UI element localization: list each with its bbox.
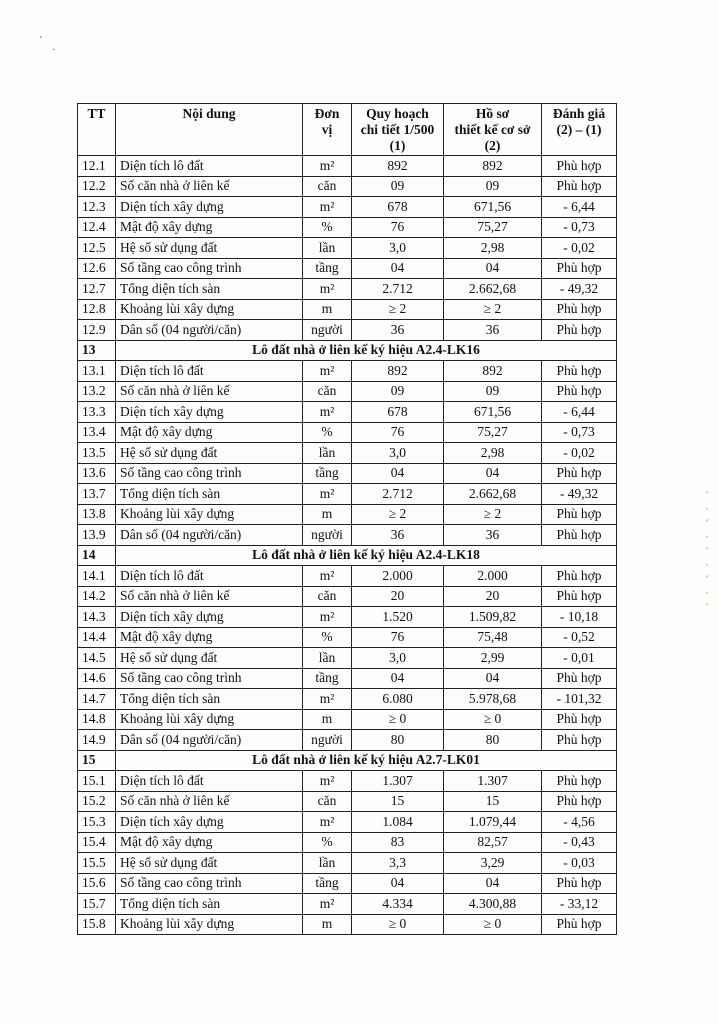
table-row: [78, 607, 617, 628]
row-evaluation: - 6,44: [542, 197, 617, 218]
section-number: 14: [78, 545, 116, 566]
row-number: 15.8: [78, 914, 116, 935]
row-design-value: 04: [444, 463, 542, 484]
row-content: Hệ số sử dụng đất: [116, 853, 303, 874]
row-evaluation: - 49,32: [542, 484, 617, 505]
row-evaluation: Phù hợp: [542, 504, 617, 525]
row-plan-value: 36: [352, 320, 444, 341]
row-design-value: 2,99: [444, 648, 542, 669]
row-design-value: 2.662,68: [444, 484, 542, 505]
table-row: [78, 156, 617, 177]
row-design-value: 892: [444, 156, 542, 177]
row-design-value: 892: [444, 361, 542, 382]
row-content: Số căn nhà ở liên kế: [116, 176, 303, 197]
row-design-value: 04: [444, 873, 542, 894]
row-evaluation: Phù hợp: [542, 176, 617, 197]
row-number: 13.4: [78, 422, 116, 443]
row-content: Tổng diện tích sàn: [116, 689, 303, 710]
row-number: 14.1: [78, 566, 116, 587]
section-title: Lô đất nhà ở liên kế ký hiệu A2.7-LK01: [116, 750, 617, 771]
row-number: 12.4: [78, 217, 116, 238]
row-evaluation: Phù hợp: [542, 361, 617, 382]
row-evaluation: Phù hợp: [542, 463, 617, 484]
row-plan-value: 80: [352, 730, 444, 751]
row-plan-value: 2.000: [352, 566, 444, 587]
row-design-value: 75,48: [444, 627, 542, 648]
table-row: [78, 648, 617, 669]
header-don-vi: Đơn vị: [303, 104, 352, 156]
row-evaluation: - 0,03: [542, 853, 617, 874]
row-number: 14.4: [78, 627, 116, 648]
row-content: Diện tích xây dựng: [116, 812, 303, 833]
row-plan-value: 76: [352, 217, 444, 238]
row-design-value: 2,98: [444, 443, 542, 464]
row-number: 15.7: [78, 894, 116, 915]
row-design-value: 2,98: [444, 238, 542, 259]
row-plan-value: 09: [352, 176, 444, 197]
row-number: 14.8: [78, 709, 116, 730]
row-unit: m²: [303, 607, 352, 628]
row-unit: m: [303, 504, 352, 525]
row-unit: m²: [303, 402, 352, 423]
row-design-value: 04: [444, 668, 542, 689]
row-number: 13.8: [78, 504, 116, 525]
table-row: [78, 525, 617, 546]
row-unit: căn: [303, 381, 352, 402]
table-row: [78, 443, 617, 464]
row-evaluation: - 33,12: [542, 894, 617, 915]
section-number: 15: [78, 750, 116, 771]
row-design-value: 80: [444, 730, 542, 751]
table-row: [78, 914, 617, 935]
row-evaluation: Phù hợp: [542, 873, 617, 894]
row-number: 14.9: [78, 730, 116, 751]
row-content: Khoảng lùi xây dựng: [116, 504, 303, 525]
row-evaluation: - 0,43: [542, 832, 617, 853]
row-plan-value: 2.712: [352, 484, 444, 505]
row-content: Tổng diện tích sàn: [116, 484, 303, 505]
row-number: 15.5: [78, 853, 116, 874]
row-unit: m²: [303, 361, 352, 382]
row-design-value: 2.662,68: [444, 279, 542, 300]
row-evaluation: - 0,01: [542, 648, 617, 669]
row-number: 14.5: [78, 648, 116, 669]
row-unit: tầng: [303, 463, 352, 484]
row-evaluation: - 0,73: [542, 422, 617, 443]
row-evaluation: Phù hợp: [542, 791, 617, 812]
row-design-value: 3,29: [444, 853, 542, 874]
row-evaluation: Phù hợp: [542, 586, 617, 607]
row-content: Dân số (04 người/căn): [116, 730, 303, 751]
row-plan-value: 3,0: [352, 443, 444, 464]
row-design-value: 36: [444, 320, 542, 341]
row-content: Số tầng cao công trình: [116, 258, 303, 279]
row-content: Diện tích lô đất: [116, 566, 303, 587]
row-unit: m: [303, 914, 352, 935]
row-plan-value: 04: [352, 463, 444, 484]
row-plan-value: 1.520: [352, 607, 444, 628]
row-evaluation: Phù hợp: [542, 709, 617, 730]
row-number: 15.3: [78, 812, 116, 833]
row-content: Số căn nhà ở liên kế: [116, 586, 303, 607]
row-content: Tổng diện tích sàn: [116, 279, 303, 300]
table-row: [78, 320, 617, 341]
row-content: Tổng diện tích sàn: [116, 894, 303, 915]
row-unit: %: [303, 627, 352, 648]
section-row: [78, 545, 617, 566]
table-header-row: [78, 104, 617, 156]
row-content: Dân số (04 người/căn): [116, 320, 303, 341]
row-number: 12.6: [78, 258, 116, 279]
row-design-value: 1.307: [444, 771, 542, 792]
row-plan-value: 04: [352, 873, 444, 894]
table-row: [78, 873, 617, 894]
row-evaluation: Phù hợp: [542, 566, 617, 587]
row-unit: người: [303, 320, 352, 341]
table-row: [78, 361, 617, 382]
row-number: 13.9: [78, 525, 116, 546]
table-row: [78, 176, 617, 197]
scan-speck: ': [40, 35, 42, 46]
row-design-value: 4.300,88: [444, 894, 542, 915]
row-unit: người: [303, 525, 352, 546]
row-unit: m²: [303, 894, 352, 915]
row-content: Số tầng cao công trình: [116, 463, 303, 484]
row-plan-value: 04: [352, 258, 444, 279]
row-design-value: 5.978,68: [444, 689, 542, 710]
row-plan-value: ≥ 0: [352, 914, 444, 935]
row-evaluation: - 10,18: [542, 607, 617, 628]
section-title: Lô đất nhà ở liên kế ký hiệu A2.4-LK18: [116, 545, 617, 566]
row-content: Diện tích lô đất: [116, 361, 303, 382]
table-row: [78, 566, 617, 587]
row-design-value: 20: [444, 586, 542, 607]
row-number: 12.7: [78, 279, 116, 300]
row-design-value: 1.079,44: [444, 812, 542, 833]
row-number: 12.3: [78, 197, 116, 218]
row-design-value: ≥ 2: [444, 299, 542, 320]
row-plan-value: 09: [352, 381, 444, 402]
row-design-value: 15: [444, 791, 542, 812]
table-row: [78, 627, 617, 648]
row-design-value: ≥ 2: [444, 504, 542, 525]
row-plan-value: 678: [352, 197, 444, 218]
row-evaluation: Phù hợp: [542, 771, 617, 792]
row-design-value: 09: [444, 176, 542, 197]
table-row: [78, 217, 617, 238]
row-number: 15.1: [78, 771, 116, 792]
table-row: [78, 771, 617, 792]
row-unit: m²: [303, 279, 352, 300]
row-unit: m: [303, 299, 352, 320]
row-design-value: 04: [444, 258, 542, 279]
row-unit: %: [303, 217, 352, 238]
table-row: [78, 197, 617, 218]
row-content: Số tầng cao công trình: [116, 668, 303, 689]
row-plan-value: 83: [352, 832, 444, 853]
section-row: [78, 340, 617, 361]
row-plan-value: 678: [352, 402, 444, 423]
header-tt: TT: [78, 104, 116, 156]
margin-stamp-mark: ' · ' · ' · ' · ': [705, 490, 709, 612]
row-evaluation: Phù hợp: [542, 525, 617, 546]
row-design-value: 36: [444, 525, 542, 546]
row-number: 12.5: [78, 238, 116, 259]
row-number: 13.3: [78, 402, 116, 423]
row-plan-value: 6.080: [352, 689, 444, 710]
row-number: 15.6: [78, 873, 116, 894]
row-plan-value: 15: [352, 791, 444, 812]
row-evaluation: - 0,02: [542, 443, 617, 464]
row-number: 15.2: [78, 791, 116, 812]
table-body: [78, 156, 617, 935]
row-evaluation: - 0,52: [542, 627, 617, 648]
row-plan-value: 3,3: [352, 853, 444, 874]
row-plan-value: 36: [352, 525, 444, 546]
scan-speck: ·: [52, 45, 56, 56]
row-content: Mật độ xây dựng: [116, 832, 303, 853]
table-row: [78, 709, 617, 730]
row-content: Diện tích lô đất: [116, 771, 303, 792]
row-design-value: 671,56: [444, 402, 542, 423]
table-row: [78, 402, 617, 423]
row-design-value: 1.509,82: [444, 607, 542, 628]
row-content: Mật độ xây dựng: [116, 627, 303, 648]
table-row: [78, 504, 617, 525]
row-plan-value: 76: [352, 627, 444, 648]
row-plan-value: ≥ 2: [352, 504, 444, 525]
row-plan-value: 04: [352, 668, 444, 689]
row-evaluation: Phù hợp: [542, 914, 617, 935]
row-unit: m²: [303, 771, 352, 792]
row-unit: m²: [303, 566, 352, 587]
row-content: Diện tích lô đất: [116, 156, 303, 177]
table-row: [78, 689, 617, 710]
section-title: Lô đất nhà ở liên kế ký hiệu A2.4-LK16: [116, 340, 617, 361]
row-number: 14.7: [78, 689, 116, 710]
row-design-value: 2.000: [444, 566, 542, 587]
row-evaluation: - 0,02: [542, 238, 617, 259]
row-unit: m: [303, 709, 352, 730]
header-danh-gia: Đánh giá (2) – (1): [542, 104, 617, 156]
table-row: [78, 586, 617, 607]
row-plan-value: 892: [352, 156, 444, 177]
row-number: 14.2: [78, 586, 116, 607]
row-unit: %: [303, 422, 352, 443]
row-number: 13.5: [78, 443, 116, 464]
row-plan-value: ≥ 2: [352, 299, 444, 320]
row-unit: lần: [303, 853, 352, 874]
row-design-value: ≥ 0: [444, 914, 542, 935]
header-noi-dung: Nội dung: [116, 104, 303, 156]
table-row: [78, 812, 617, 833]
table-row: [78, 730, 617, 751]
row-unit: căn: [303, 791, 352, 812]
row-unit: tầng: [303, 668, 352, 689]
row-content: Diện tích xây dựng: [116, 402, 303, 423]
row-plan-value: 1.307: [352, 771, 444, 792]
row-unit: m²: [303, 484, 352, 505]
row-content: Số căn nhà ở liên kế: [116, 381, 303, 402]
row-content: Hệ số sử dụng đất: [116, 443, 303, 464]
table-row: [78, 279, 617, 300]
row-content: Mật độ xây dựng: [116, 217, 303, 238]
row-design-value: 09: [444, 381, 542, 402]
evaluation-table: [77, 103, 617, 935]
row-content: Khoảng lùi xây dựng: [116, 299, 303, 320]
row-plan-value: 3,0: [352, 238, 444, 259]
row-evaluation: Phù hợp: [542, 299, 617, 320]
row-design-value: 671,56: [444, 197, 542, 218]
row-unit: %: [303, 832, 352, 853]
table-row: [78, 381, 617, 402]
row-plan-value: 2.712: [352, 279, 444, 300]
row-unit: tầng: [303, 873, 352, 894]
row-content: Hệ số sử dụng đất: [116, 648, 303, 669]
table-row: [78, 484, 617, 505]
row-design-value: 75,27: [444, 217, 542, 238]
row-plan-value: 4.334: [352, 894, 444, 915]
row-unit: lần: [303, 443, 352, 464]
row-content: Mật độ xây dựng: [116, 422, 303, 443]
row-plan-value: 892: [352, 361, 444, 382]
row-design-value: ≥ 0: [444, 709, 542, 730]
row-evaluation: - 0,73: [542, 217, 617, 238]
row-design-value: 75,27: [444, 422, 542, 443]
row-content: Dân số (04 người/căn): [116, 525, 303, 546]
section-row: [78, 750, 617, 771]
row-number: 14.6: [78, 668, 116, 689]
row-unit: lần: [303, 648, 352, 669]
row-content: Số căn nhà ở liên kế: [116, 791, 303, 812]
row-unit: m²: [303, 156, 352, 177]
row-content: Khoảng lùi xây dựng: [116, 914, 303, 935]
row-unit: m²: [303, 812, 352, 833]
header-quy-hoach: Quy hoạch chi tiết 1/500 (1): [352, 104, 444, 156]
row-number: 12.9: [78, 320, 116, 341]
row-evaluation: - 6,44: [542, 402, 617, 423]
header-ho-so: Hồ sơ thiết kế cơ sở (2): [444, 104, 542, 156]
row-unit: căn: [303, 586, 352, 607]
table-row: [78, 791, 617, 812]
row-number: 14.3: [78, 607, 116, 628]
table-row: [78, 853, 617, 874]
row-plan-value: 76: [352, 422, 444, 443]
row-unit: người: [303, 730, 352, 751]
section-number: 13: [78, 340, 116, 361]
row-number: 13.6: [78, 463, 116, 484]
row-plan-value: 3,0: [352, 648, 444, 669]
row-number: 13.1: [78, 361, 116, 382]
table-row: [78, 238, 617, 259]
row-evaluation: Phù hợp: [542, 730, 617, 751]
row-number: 15.4: [78, 832, 116, 853]
table-row: [78, 299, 617, 320]
row-content: Số tầng cao công trình: [116, 873, 303, 894]
row-plan-value: 20: [352, 586, 444, 607]
row-evaluation: - 49,32: [542, 279, 617, 300]
row-content: Diện tích xây dựng: [116, 607, 303, 628]
row-evaluation: Phù hợp: [542, 258, 617, 279]
row-unit: lần: [303, 238, 352, 259]
row-evaluation: - 4,56: [542, 812, 617, 833]
table-row: [78, 258, 617, 279]
row-evaluation: Phù hợp: [542, 668, 617, 689]
row-plan-value: ≥ 0: [352, 709, 444, 730]
row-number: 13.2: [78, 381, 116, 402]
table-row: [78, 894, 617, 915]
row-number: 12.8: [78, 299, 116, 320]
row-evaluation: Phù hợp: [542, 320, 617, 341]
table-row: [78, 463, 617, 484]
row-design-value: 82,57: [444, 832, 542, 853]
row-evaluation: - 101,32: [542, 689, 617, 710]
row-content: Hệ số sử dụng đất: [116, 238, 303, 259]
row-evaluation: Phù hợp: [542, 381, 617, 402]
table-row: [78, 832, 617, 853]
row-evaluation: Phù hợp: [542, 156, 617, 177]
row-unit: căn: [303, 176, 352, 197]
row-number: 12.2: [78, 176, 116, 197]
row-content: Diện tích xây dựng: [116, 197, 303, 218]
row-content: Khoảng lùi xây dựng: [116, 709, 303, 730]
row-plan-value: 1.084: [352, 812, 444, 833]
row-unit: m²: [303, 197, 352, 218]
row-number: 13.7: [78, 484, 116, 505]
row-unit: tầng: [303, 258, 352, 279]
row-unit: m²: [303, 689, 352, 710]
table-row: [78, 422, 617, 443]
table-row: [78, 668, 617, 689]
row-number: 12.1: [78, 156, 116, 177]
